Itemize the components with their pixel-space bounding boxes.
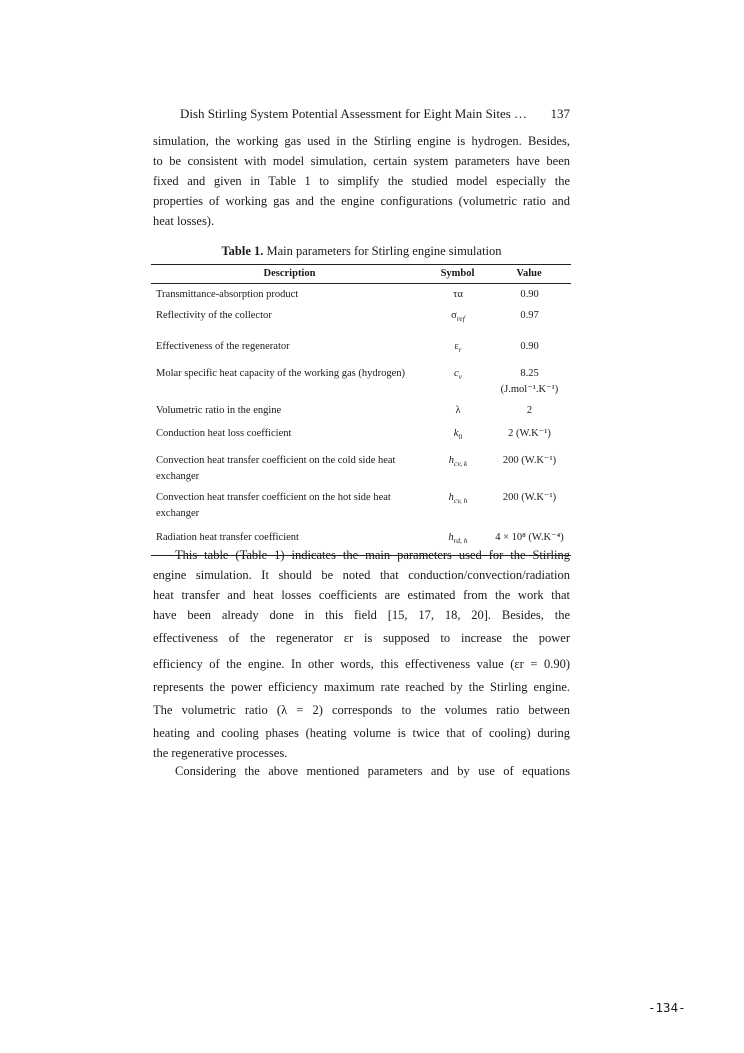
symbol-subscript: r [458,345,462,354]
symbol-subscript: v [458,372,462,381]
table-row [151,447,571,487]
table-row [151,284,571,306]
table-caption-label: Table 1. [221,244,264,258]
symbol-subscript: cv, h [453,496,468,505]
text-line: effectiveness of the regenerator εr is supposed to increase the power [153,631,570,645]
symbol-main: σ [451,310,457,321]
text-line: fixed and given in Table 1 to simplify the studied model especially the [153,174,570,188]
row-description: Effectiveness of the regenerator [156,341,290,352]
table-row [151,305,571,329]
text-line: The volumetric ratio (λ = 2) corresponds to the volumes ratio between [153,703,570,717]
row-symbol [428,360,487,400]
table-header-row [151,265,571,284]
text-line: engine simulation. It should be noted that conduction/convection/radiation [153,568,570,582]
symbol-main: k [453,428,459,439]
row-symbol [428,329,487,360]
table-row [151,487,571,524]
header-symbol: Symbol [428,265,487,284]
symbol-main: λ [455,405,461,416]
row-symbol [428,487,487,524]
symbol-main: ε [454,341,459,352]
text-line: simulation, the working gas used in the Stirling engine is hydrogen. Besides, [153,134,570,148]
symbol-main: τα [453,289,463,300]
row-value: 2 (W.K⁻¹) [508,428,551,439]
row-description: Transmittance-absorption product [156,289,299,300]
text-line: heating and cooling phases (heating volume is twice that of cooling) during [153,726,570,740]
symbol-subscript: 0 [458,432,463,441]
symbol-main: h [448,532,454,543]
text-line: This table (Table 1) indicates the main parameters used for the Stirling [175,548,570,562]
header-value: Value [487,265,571,284]
symbol-main: h [448,455,455,466]
text-line: to be consistent with model simulation, certain system parameters have been [153,154,570,168]
text-line: efficiency of the engine. In other words, this effectiveness value (εr = 0.90) [153,657,570,671]
table-row [151,329,571,360]
paragraph-3 [153,761,570,781]
row-symbol [428,305,487,329]
symbol-main: h [448,492,454,503]
symbol-main: c [453,368,459,379]
row-value: 200 (W.K⁻¹) [502,455,557,466]
parameters-table [151,264,571,556]
row-description: Radiation heat transfer coefficient [151,524,428,556]
symbol-subscript: rd, h [453,536,468,545]
table-caption [153,244,570,259]
row-value: 0.97 [520,310,539,321]
page-number: -134- [648,1000,686,1015]
table-row [151,360,571,400]
row-description: Conduction heat loss coefficient [156,428,292,439]
symbol-subscript: ref [456,314,465,323]
text-line: Considering the above mentioned parameters and by use of equations [175,764,570,778]
running-head-title: Dish Stirling System Potential Assessment for Eight Main Sites … [180,106,528,121]
row-description: Reflectivity of the collector [156,310,272,321]
row-value: 200 (W.K⁻¹) [502,492,557,503]
row-description: Molar specific heat capacity of the working gas (hydrogen) [156,368,405,379]
row-symbol [428,400,487,421]
running-head-page-number: 137 [550,106,570,121]
row-description: Volumetric ratio in the engine [156,405,282,416]
text-line: the regenerative processes. [153,746,288,760]
text-line: heat losses). [153,214,215,228]
header-description: Description [151,265,428,284]
table-row [151,400,571,421]
paragraph-2 [153,545,570,763]
text-line: have been already done in this field [15, 17, 18, 20]. Besides, the [153,608,570,622]
row-value: 0.90 [520,289,539,300]
row-description: Convection heat transfer coefficient on the hot side heat exchanger [156,492,391,519]
row-value: 4 × 10⁸ (W.K⁻⁴) [487,524,571,556]
paragraph-1 [153,131,570,231]
text-line: properties of working gas and the engine configurations (volumetric ratio and [153,194,570,208]
row-description: Convection heat transfer coefficient on the cold side heat exchanger [156,455,396,482]
text-line: represents the power efficiency maximum rate reached by the Stirling engine. [153,680,570,694]
table-row [151,421,571,447]
row-symbol [428,421,487,447]
table-caption-text: Main parameters for Stirling engine simulation [263,244,502,258]
row-symbol [428,447,487,487]
row-value: 2 [526,405,533,416]
text-line: heat transfer and heat losses coefficients are estimated from the work that [153,588,570,602]
row-symbol [428,284,487,306]
row-value: 0.90 [520,341,539,352]
row-value: 8.25 (J.mol⁻¹.K⁻¹) [500,368,559,395]
symbol-subscript: cv, k [454,459,468,468]
